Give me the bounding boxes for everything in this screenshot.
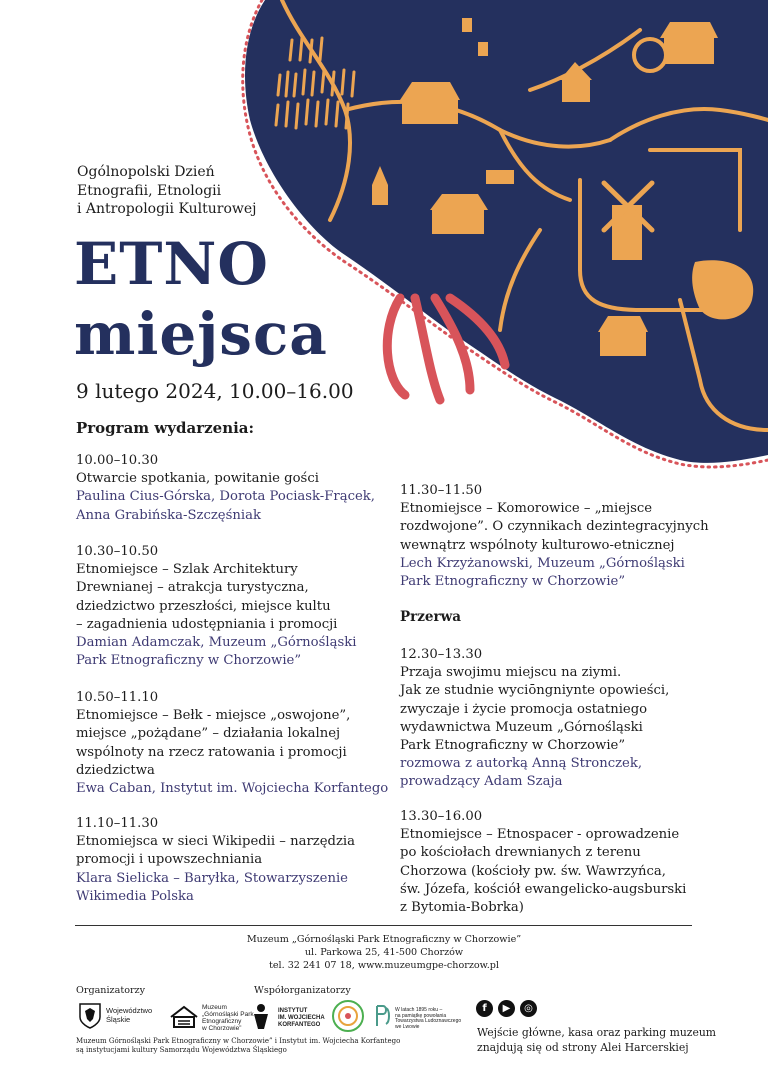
item-title: Etnomiejsce – Komorowice – „miejsce	[400, 501, 653, 517]
institutions-note	[76, 1037, 400, 1055]
title-etno: ETNO	[74, 230, 269, 298]
item-time: 11.30–11.50	[400, 483, 483, 498]
logo-line: W latach 1895 roku –	[395, 1007, 443, 1013]
event-subtitle	[77, 163, 256, 219]
item-speaker: Damian Adamczak, Muzeum „Górnośląski	[76, 635, 357, 651]
item-time: 10.30–10.50	[76, 544, 159, 559]
address-line[interactable]: tel. 32 241 07 18, www.muzeumgpe-chorzow.pl	[269, 960, 499, 971]
item-title: Etnomiejsce – Szlak Architektury	[76, 562, 298, 578]
subtitle-line: i Antropologii Kulturowej	[77, 201, 257, 217]
organizers-label: Organizatorzy	[76, 985, 146, 996]
item-title: Etnomiejsca w sieci Wikipedii – narzędzia	[76, 834, 355, 850]
program-item	[400, 646, 669, 792]
item-speaker: Ewa Caban, Instytut im. Wojciecha Korfantego	[76, 781, 389, 797]
museum-logo-icon	[169, 1005, 199, 1029]
item-title: Otwarcie spotkania, powitanie gości	[76, 471, 319, 487]
institute-logo-icon	[248, 1002, 274, 1030]
item-title: dziedzictwo przeszłości, miejsce kultu	[76, 598, 331, 614]
museum-address	[0, 933, 768, 972]
item-title: po kościołach drewnianych z terenu	[400, 845, 641, 861]
entrance-info	[477, 1025, 716, 1055]
address-line: ul. Parkowa 25, 41-500 Chorzów	[304, 947, 464, 958]
event-date: 9 lutego 2024, 10.00–16.00	[76, 379, 354, 403]
youtube-icon[interactable]: ▶	[498, 1000, 515, 1017]
program-item	[76, 543, 356, 670]
item-title: dziedzictwa	[76, 762, 155, 778]
institute-logo-text	[278, 1008, 325, 1029]
society-logo-text	[395, 1008, 461, 1030]
instagram-icon[interactable]: ◎	[520, 1000, 537, 1017]
logo-line: Towarzystwa Ludoznawczego	[395, 1018, 462, 1025]
program-item	[76, 452, 375, 525]
entry-line: Wejście główne, kasa oraz parking muzeum	[477, 1026, 717, 1039]
item-time: 10.50–11.10	[76, 690, 159, 705]
logo-line: Muzeum	[202, 1004, 227, 1011]
item-title: wydawnictwa Muzeum „Górnośląski	[400, 719, 643, 735]
program-item	[400, 482, 709, 591]
item-speaker: Park Etnograficzny w Chorzowie”	[400, 574, 626, 590]
logo-line: IM. WOJCIECHA	[278, 1015, 325, 1021]
item-speaker: Anna Grabińska-Szczęśniak	[76, 507, 261, 523]
logo-line: Województwo	[106, 1006, 153, 1015]
item-speaker: Lech Krzyżanowski, Muzeum „Górnośląski	[400, 555, 685, 571]
item-title: Jak ze studnie wyciōngniynte opowieści,	[400, 683, 670, 699]
silesia-logo-text	[106, 1007, 152, 1024]
address-line: Muzeum „Górnośląski Park Etnograficzny w Chorzowie”	[246, 934, 522, 945]
wikimedia-logo-icon	[328, 998, 368, 1034]
item-speaker: prowadzący Adam Szaja	[400, 774, 563, 790]
program-heading: Program wydarzenia:	[76, 419, 255, 437]
item-title: Park Etnograficzny w Chorzowie”	[400, 738, 626, 754]
item-title: zwyczaje i życie promocja ostatniego	[400, 701, 648, 717]
item-title: miejsce „pożądane” – działania lokalnej	[76, 726, 341, 742]
logo-line: w Chorzowie”	[202, 1025, 242, 1032]
note-line: Muzeum Górnośląski Park Etnograficzny w Chorzowie” i Instytut im. Wojciecha Korfantego	[76, 1037, 401, 1045]
item-title: rozdwojone”. O czynnikach dezintegracyjnych	[400, 519, 709, 535]
society-logo-icon	[374, 1004, 392, 1028]
museum-logo-text	[202, 1004, 254, 1032]
social-links	[476, 1000, 537, 1017]
entry-line: znajdują się od strony Alei Harcerskiej	[477, 1041, 689, 1054]
logo-line: „Górnośląski Park	[202, 1011, 254, 1018]
silesia-crest-icon	[78, 1003, 102, 1029]
item-speaker: Klara Sielicka – Baryłka, Stowarzyszenie	[76, 870, 348, 886]
item-title: wewnątrz wspólnoty kulturowo-etnicznej	[400, 537, 675, 553]
program-item	[76, 815, 355, 906]
logo-line: we Lwowie	[395, 1023, 420, 1030]
item-title: św. Józefa, kościół ewangelicko-augsburski	[400, 881, 687, 897]
item-title: z Bytomia-Bobrka)	[400, 900, 524, 916]
item-time: 10.00–10.30	[76, 453, 159, 468]
subtitle-line: Ogólnopolski Dzień	[77, 164, 215, 180]
coorganizers-label: Współorganizatorzy	[254, 985, 351, 996]
logo-line: INSTYTUT	[278, 1008, 308, 1014]
item-speaker: Paulina Cius-Górska, Dorota Pociask-Frącek,	[76, 489, 375, 505]
program-item	[400, 808, 686, 917]
logo-line: KORFANTEGO	[278, 1022, 321, 1028]
item-time: 12.30–13.30	[400, 647, 483, 662]
item-title: Etnomiejsce – Bełk - miejsce „oswojone”,	[76, 708, 351, 724]
item-title: Chorzowa (kościoły pw. św. Wawrzyńca,	[400, 863, 666, 879]
item-speaker: rozmowa z autorką Anną Stronczek,	[400, 756, 643, 772]
program-item	[76, 689, 388, 798]
item-title: wspólnoty na rzecz ratowania i promocji	[76, 744, 347, 760]
item-title: Etnomiejsce – Etnospacer - oprowadzenie	[400, 827, 680, 843]
item-title: Drewnianej – atrakcja turystyczna,	[76, 580, 309, 596]
subtitle-line: Etnografii, Etnologii	[77, 182, 222, 199]
item-title: – zagadnienia udostępniania i promocji	[76, 616, 338, 632]
item-title: promocji i upowszechniania	[76, 852, 263, 868]
item-title: Przaja swojimu miejscu na ziymi.	[400, 665, 622, 681]
item-time: 11.10–11.30	[76, 816, 159, 831]
item-time: 13.30–16.00	[400, 809, 483, 824]
footer-divider	[75, 925, 692, 926]
item-speaker: Wikimedia Polska	[76, 888, 194, 904]
item-speaker: Park Etnograficzny w Chorzowie”	[76, 653, 302, 669]
logo-line: na pamiątkę powołania	[395, 1012, 447, 1019]
logo-line: Śląskie	[106, 1014, 131, 1024]
title-miejsca: miejsca	[74, 300, 328, 368]
break-label: Przerwa	[400, 609, 462, 625]
facebook-icon[interactable]: f	[476, 1000, 493, 1017]
note-line: są instytucjami kultury Samorządu Województwa Śląskiego	[76, 1046, 287, 1054]
logo-line: Etnograficzny	[202, 1018, 242, 1025]
